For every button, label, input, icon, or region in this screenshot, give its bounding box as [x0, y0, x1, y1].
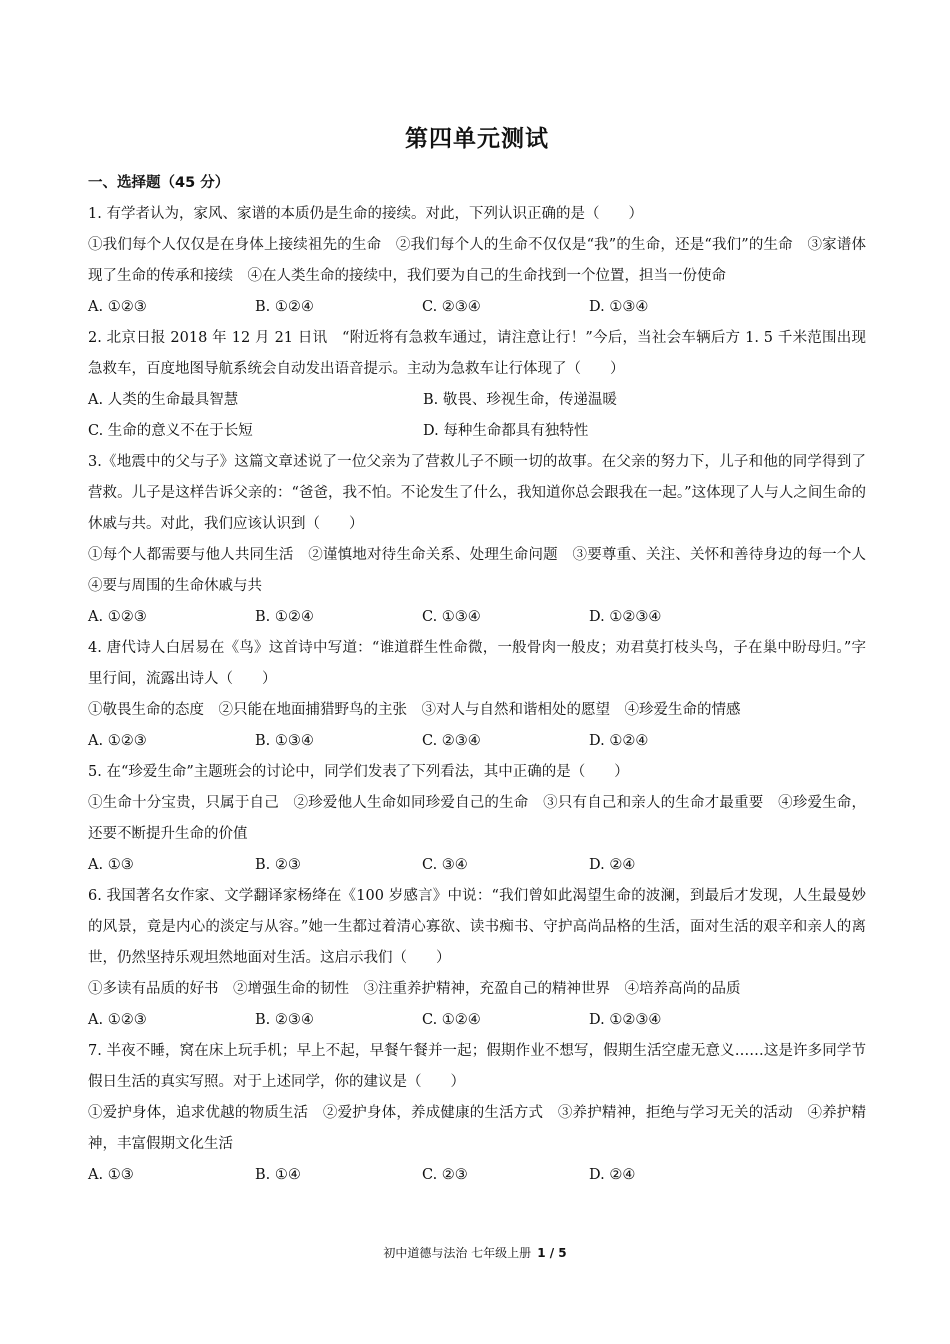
option-a: A. ①③: [88, 1167, 134, 1183]
option-a: A. ①②③: [88, 609, 147, 625]
option-d: D. ①②③④: [589, 609, 662, 625]
option-d: D. ①③④: [589, 299, 649, 315]
option-d: D. 每种生命都具有独特性: [423, 423, 589, 439]
answer-options: [88, 385, 866, 447]
question-statements: ①敬畏生命的态度 ②只能在地面捕猎野鸟的主张 ③对人与自然和谐相处的愿望 ④珍爱生命的情感: [88, 702, 741, 718]
question-stem: 4. 唐代诗人白居易在《鸟》这首诗中写道：“谁道群生性命微，一般骨肉一般皮；劝君莫打枝头鸟，子在巢中盼母归。”字里行间，流露出诗人（ ）: [88, 640, 866, 687]
footer-subject: 初中道德与法治 七年级上册: [383, 1246, 532, 1260]
option-b: B. ①②④: [255, 299, 314, 315]
option-a: A. ①②③: [88, 1012, 147, 1028]
page-footer: [0, 1244, 950, 1262]
option-c: C. 生命的意义不在于长短: [88, 423, 253, 439]
question-statements: ①生命十分宝贵，只属于自己 ②珍爱他人生命如同珍爱自己的生命 ③只有自己和亲人的生命才最重要 ④珍爱生命，还要不断提升生命的价值: [88, 795, 866, 842]
question-stem: 2. 北京日报 2018 年 12 月 21 日讯 “附近将有急救车通过，请注意让行！”今后，当社会车辆后方 1. 5 千米范围出现急救车，百度地图导航系统会自动发出语音提示。主动为急救车让行体现了（ ）: [88, 330, 866, 377]
question-5: [88, 757, 866, 881]
option-d: D. ②④: [589, 857, 636, 873]
option-a: A. 人类的生命最具智慧: [88, 392, 239, 408]
answer-options: [88, 850, 866, 881]
option-b: B. ①④: [255, 1167, 301, 1183]
option-a: A. ①②③: [88, 733, 147, 749]
question-stem: 3.《地震中的父与子》这篇文章述说了一位父亲为了营救儿子不顾一切的故事。在父亲的努力下，儿子和他的同学得到了营救。儿子是这样告诉父亲的：“爸爸，我不怕。不论发生了什么，我知道你总会跟我在一起。”这体现了人与人之间生命的休戚与共。对此，我们应该认识到（ ）: [88, 454, 866, 532]
question-statements: ①每个人都需要与他人共同生活 ②谨慎地对待生命关系、处理生命问题 ③要尊重、关注、关怀和善待身边的每一个人 ④要与周围的生命休戚与共: [88, 547, 881, 594]
answer-options: [88, 726, 866, 757]
option-d: D. ①②④: [589, 733, 649, 749]
option-b: B. 敬畏、珍视生命，传递温暖: [423, 392, 617, 408]
option-c: C. ③④: [422, 857, 468, 873]
option-c: C. ①③④: [422, 609, 481, 625]
answer-options: [88, 1160, 866, 1191]
option-b: B. ②③: [255, 857, 301, 873]
option-c: C. ②③④: [422, 733, 481, 749]
answer-options: [88, 1005, 866, 1036]
option-c: C. ②③④: [422, 299, 481, 315]
question-3: [88, 447, 881, 633]
question-2: [88, 323, 866, 447]
question-stem: 5. 在“珍爱生命”主题班会的讨论中，同学们发表了下列看法，其中正确的是（ ）: [88, 764, 629, 780]
question-6: [88, 881, 866, 1036]
option-a: A. ①③: [88, 857, 134, 873]
answer-options: [88, 602, 866, 633]
option-d: D. ①②③④: [589, 1012, 662, 1028]
option-a: A. ①②③: [88, 299, 147, 315]
option-b: B. ①②④: [255, 609, 314, 625]
document-title: 第四单元测试: [405, 126, 549, 152]
answer-options: [88, 292, 866, 323]
page-number: 1 / 5: [537, 1246, 567, 1260]
document-page: [88, 122, 881, 1191]
option-c: C. ①②④: [422, 1012, 481, 1028]
option-c: C. ②③: [422, 1167, 468, 1183]
question-statements: ①多读有品质的好书 ②增强生命的韧性 ③注重养护精神，充盈自己的精神世界 ④培养高尚的品质: [88, 981, 741, 997]
option-b: B. ①③④: [255, 733, 314, 749]
option-d: D. ②④: [589, 1167, 636, 1183]
question-stem: 1. 有学者认为，家风、家谱的本质仍是生命的接续。对此，下列认识正确的是（ ）: [88, 206, 643, 222]
question-statements: ①爱护身体，追求优越的物质生活 ②爱护身体，养成健康的生活方式 ③养护精神，拒绝与学习无关的活动 ④养护精神，丰富假期文化生活: [88, 1105, 866, 1152]
question-stem: 6. 我国著名女作家、文学翻译家杨绛在《100 岁感言》中说：“我们曾如此渴望生命的波澜，到最后才发现，人生最曼妙的风景，竟是内心的淡定与从容。”她一生都过着清心寡欲、读书痴书、守护高尚品格的生活，面对生活的艰辛和亲人的离世，仍然坚持乐观坦然地面对生活。这启示我们（ ）: [88, 888, 866, 966]
question-7: [88, 1036, 866, 1191]
question-1: [88, 199, 866, 323]
option-b: B. ②③④: [255, 1012, 314, 1028]
question-statements: ①我们每个人仅仅是在身体上接续祖先的生命 ②我们每个人的生命不仅仅是“我”的生命，还是“我们”的生命 ③家谱体现了生命的传承和接续 ④在人类生命的接续中，我们要为自己的生命找到一个位置，担当一份使命: [88, 237, 866, 284]
section-heading: 一、选择题（45 分）: [88, 175, 230, 191]
question-4: [88, 633, 866, 757]
question-stem: 7. 半夜不睡，窝在床上玩手机；早上不起，早餐午餐并一起；假期作业不想写，假期生活空虚无意义……这是许多同学节假日生活的真实写照。对于上述同学，你的建议是（ ）: [88, 1043, 866, 1090]
